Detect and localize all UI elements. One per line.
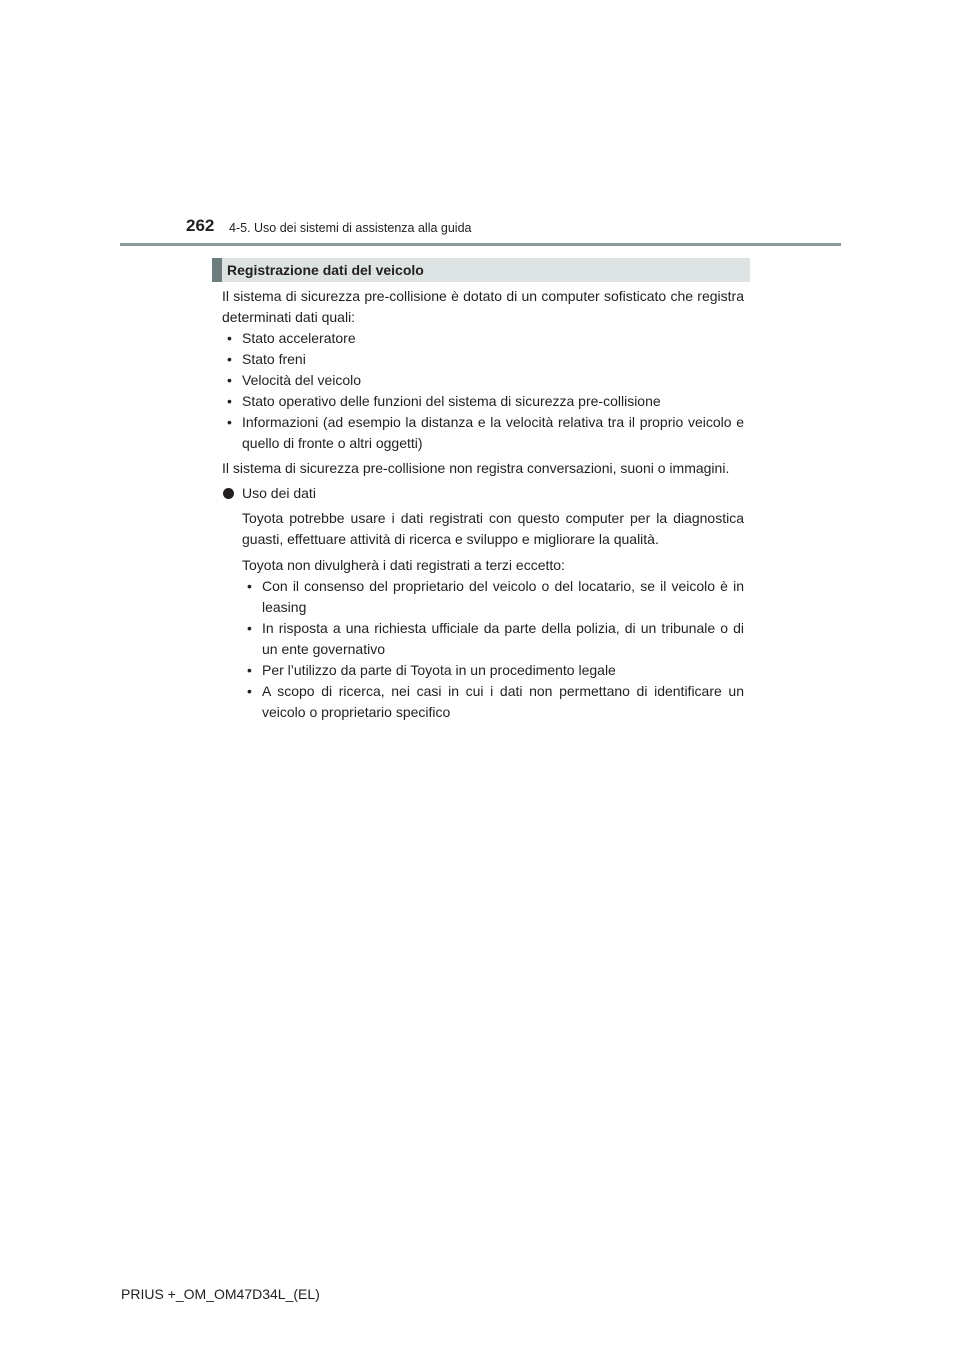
bullet-icon: • (247, 662, 252, 678)
section-title: Registrazione dati del veicolo (227, 262, 424, 278)
filled-circle-icon (223, 488, 234, 499)
no-record-paragraph: Il sistema di sicurezza pre-collisione non registra conversazioni, suoni o immagini. (222, 460, 730, 476)
list-item: • Stato freni (222, 349, 744, 370)
section-header (212, 258, 750, 282)
list-item: • Con il consenso del proprietario del veicolo o del locatario, se il veicolo è in leasing (247, 578, 744, 615)
bullet-icon: • (227, 372, 232, 388)
bullet-icon: • (247, 620, 252, 636)
bullet-icon: • (247, 578, 252, 594)
list-item: • Informazioni (ad esempio la distanza e la velocità relativa tra il proprio veicolo e quello di fronte o altri oggetti) (227, 414, 744, 451)
bullet-icon: • (227, 414, 232, 430)
footer-model-code: PRIUS +_OM_OM47D34L_(EL) (121, 1286, 320, 1302)
bullet-icon: • (227, 351, 232, 367)
list-item: • In risposta a una richiesta ufficiale da parte della polizia, di un tribunale o di un ente governativo (247, 620, 744, 657)
header-rule (120, 243, 841, 246)
list-item: • A scopo di ricerca, nei casi in cui i dati non permettano di identificare un veicolo o proprietario specifico (247, 683, 744, 720)
intro-paragraph: Il sistema di sicurezza pre-collisione è dotato di un computer sofisticato che registra determinati dati quali: (222, 288, 744, 325)
data-use-paragraph: Toyota potrebbe usare i dati registrati con questo computer per la diagnostica guasti, effettuare attività di ricerca e sviluppo e migliorare la qualità. (242, 510, 744, 547)
bullet-icon: • (227, 330, 232, 346)
data-use-heading: Uso dei dati (222, 483, 744, 504)
list-item: • Velocità del veicolo (222, 370, 744, 391)
section-header-bar (212, 258, 222, 282)
bullet-icon: • (247, 683, 252, 699)
recorded-data-list (222, 328, 744, 454)
bullet-icon: • (227, 393, 232, 409)
chapter-title: 4-5. Uso dei sistemi di assistenza alla guida (229, 221, 472, 235)
disclosure-paragraph: Toyota non divulgherà i dati registrati a terzi eccetto: (242, 557, 565, 573)
main-content (222, 286, 744, 723)
list-item: • Stato acceleratore (222, 328, 744, 349)
disclosure-exceptions-list (242, 576, 744, 723)
list-item: • Per l’utilizzo da parte di Toyota in un procedimento legale (242, 660, 744, 681)
page-number: 262 (186, 216, 215, 235)
list-item: • Stato operativo delle funzioni del sistema di sicurezza pre-collisione (222, 391, 744, 412)
